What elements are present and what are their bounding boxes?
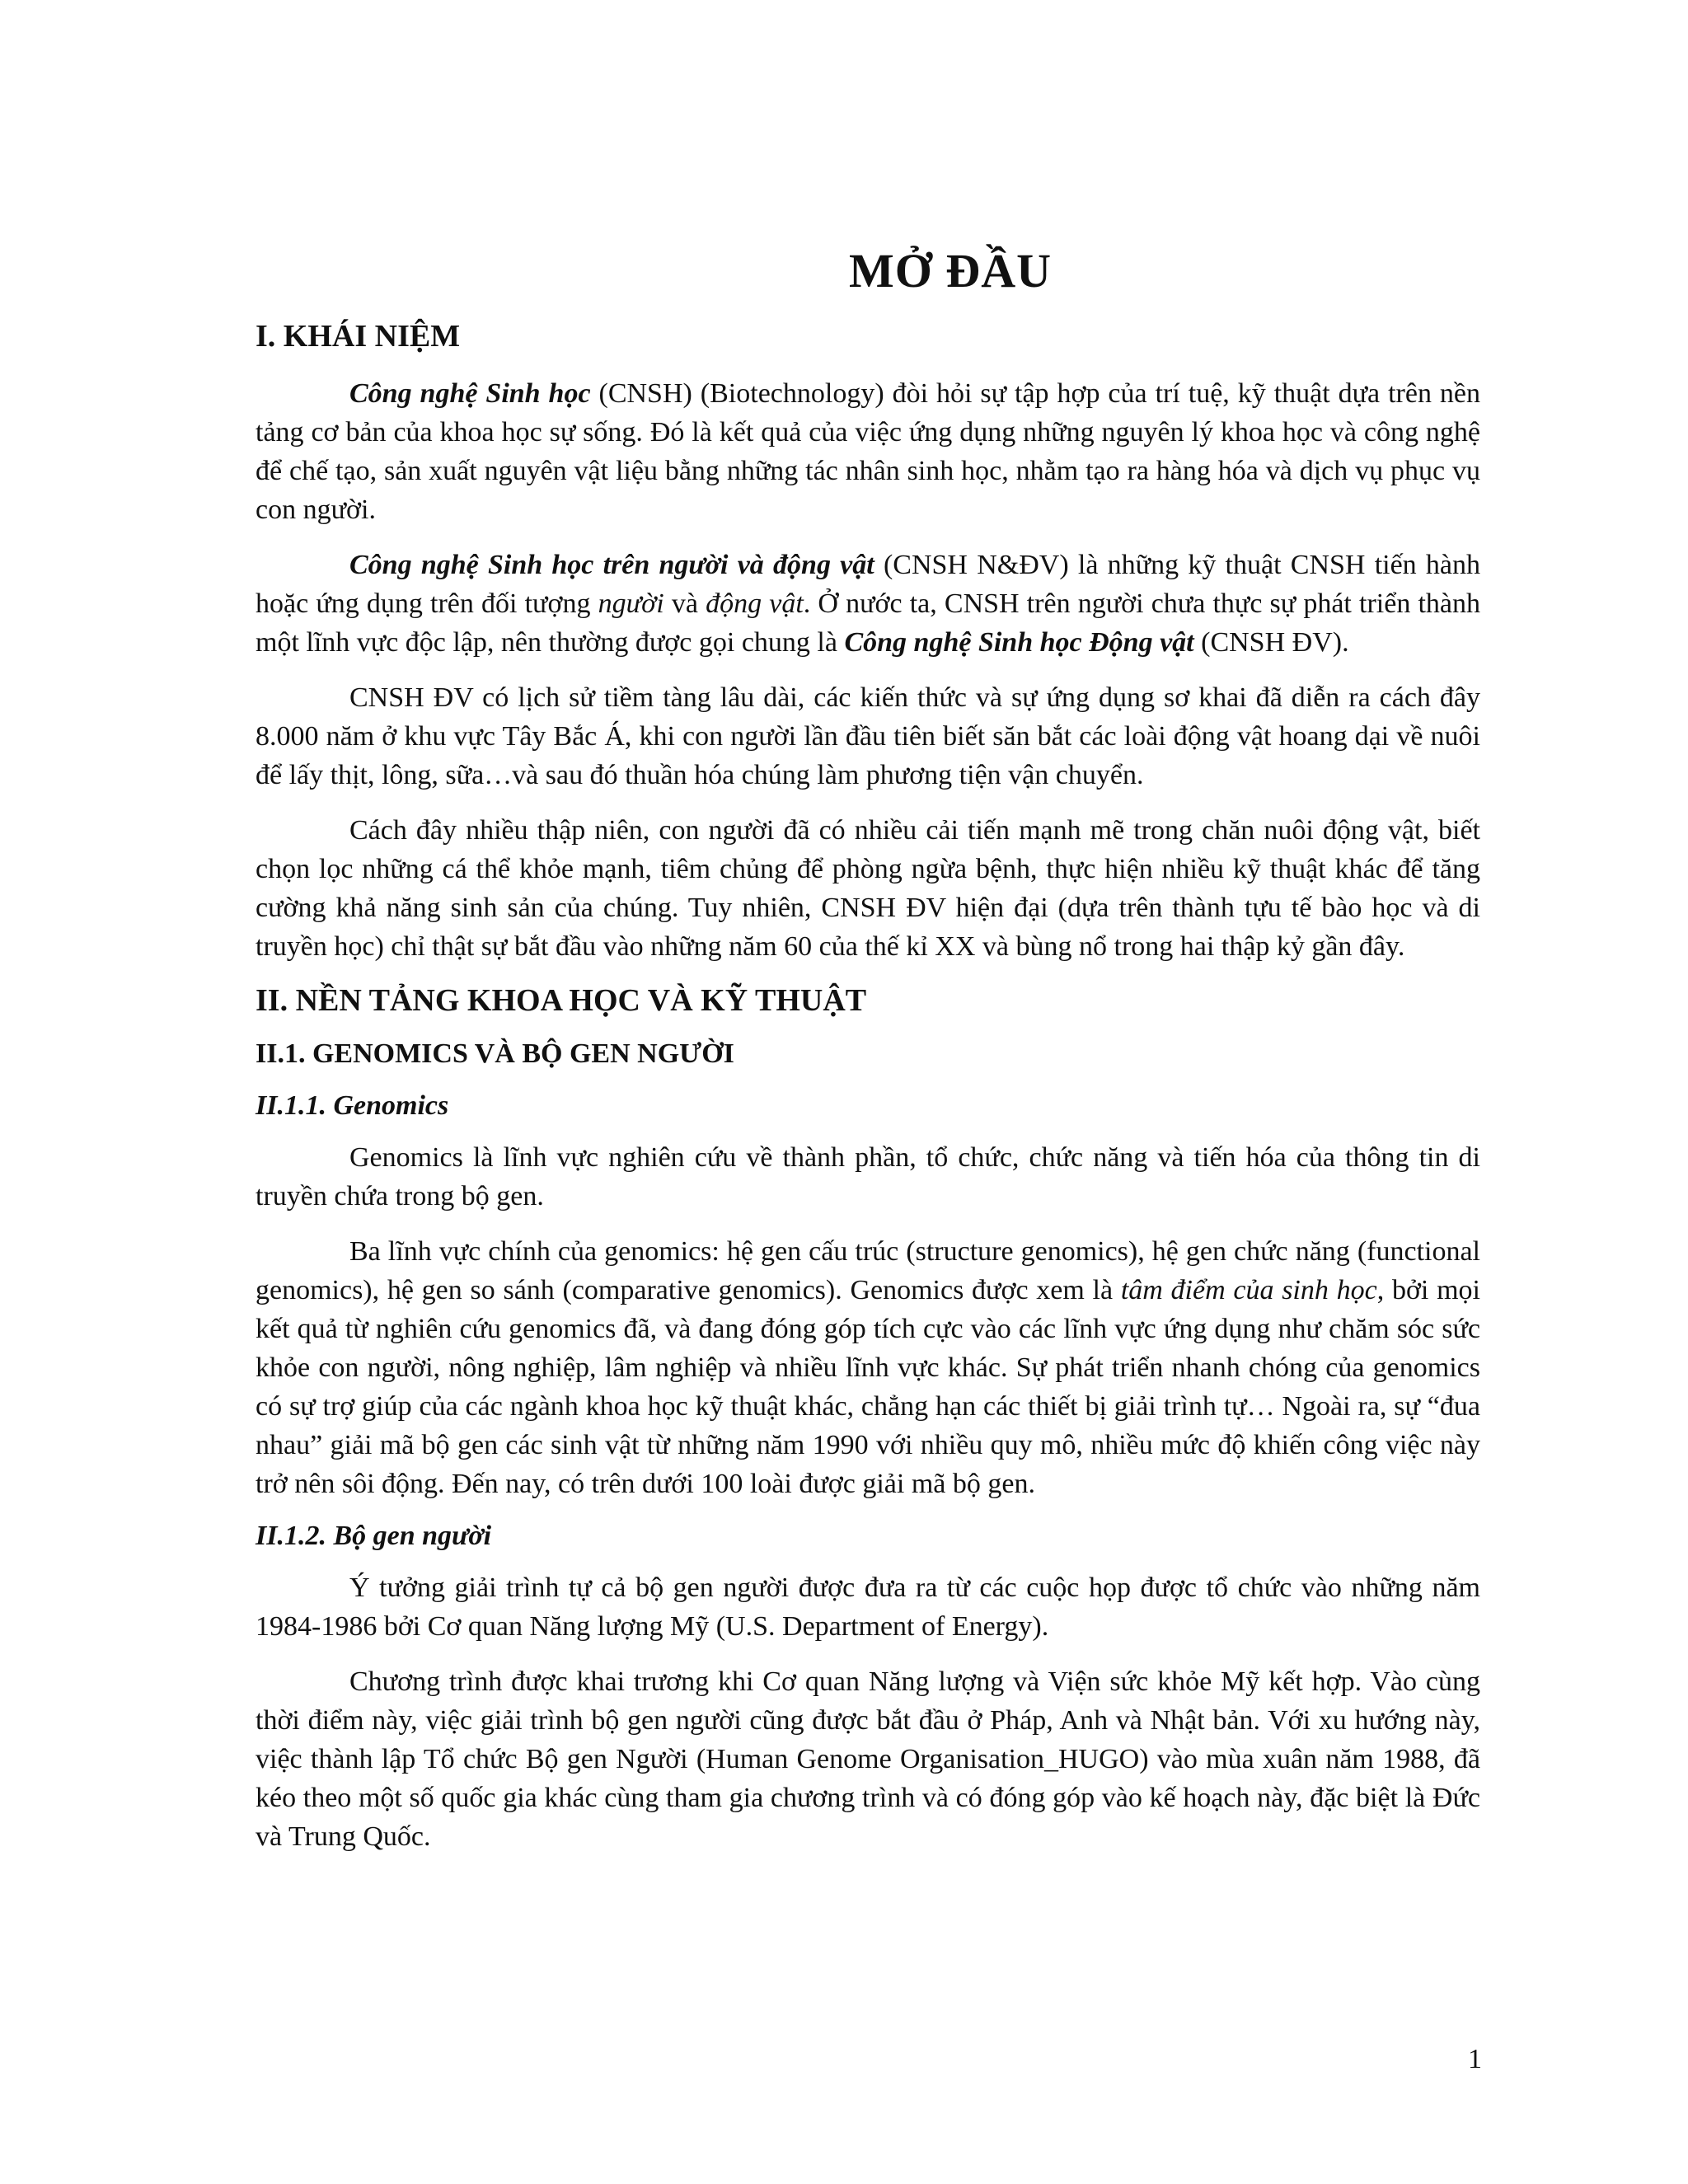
italic-animal: động vật — [706, 588, 804, 619]
paragraph-human-genome-program: Chương trình được khai trương khi Cơ quan Năng lượng và Viện sức khỏe Mỹ kết hợp. Vào cùng thời điểm này, việc giải trình bộ gen người cũng được bắt đầu ở Pháp, Anh và Nhật bản. Với xu hướng này, việc thành lập Tổ chức Bộ gen Người (Human Genome Organisation_HUGO) vào mùa xuân năm 1988, đã kéo theo một số quốc gia khác cùng tham gia chương trình và có đóng góp vào kế hoạch này, đặc biệt là Đức và Trung Quốc. — [256, 1666, 1480, 1852]
document-title: MỞ ĐẦU — [848, 244, 1052, 298]
paragraph-human-genome-idea: Ý tưởng giải trình tự cả bộ gen người được đưa ra từ các cuộc họp được tổ chức vào những năm 1984-1986 bởi Cơ quan Năng lượng Mỹ (U.S. Department of Energy). — [256, 1572, 1480, 1642]
paragraph-text: Ba lĩnh vực chính của genomics: hệ gen cấu trúc (structure genomics), hệ gen chức năng (functional genomics), hệ gen so sánh (comparative genomics). Genomics được xem là — [256, 1235, 1480, 1305]
paragraph-text: (CNSH N&ĐV) là những kỹ thuật CNSH tiến hành hoặc ứng dụng trên đối tượng — [256, 549, 1480, 619]
section-heading-concept: I. KHÁI NIỆM — [256, 319, 461, 354]
paragraph-text: và — [663, 588, 706, 619]
italic-center-of-biology: tâm điểm của sinh học — [1120, 1274, 1377, 1305]
subsection-heading-genomics: II.1. GENOMICS VÀ BỘ GEN NGƯỜI — [256, 1038, 734, 1070]
paragraph-text: . Ở nước ta, CNSH trên người chưa thực sự phát triển thành một lĩnh vực độc lập, nên thường được gọi chung là — [256, 588, 1480, 658]
page-number: 1 — [1468, 2044, 1482, 2074]
italic-human: người — [598, 588, 664, 619]
paragraph-biotech-definition — [256, 374, 1480, 529]
paragraph-text: (CNSH ĐV). — [1193, 626, 1349, 658]
term-human-animal-biotech: Công nghệ Sinh học trên người và động vật — [349, 549, 874, 580]
paragraph-text: (CNSH) (Biotechnology) đòi hỏi sự tập hợp của trí tuệ, kỹ thuật dựa trên nền tảng cơ bản của khoa học sự sống. Đó là kết quả của việc ứng dụng những nguyên lý khoa học và công nghệ để chế tạo, sản xuất nguyên vật liệu bằng những tác nhân sinh học, nhằm tạo ra hàng hóa và dịch vụ phục vụ con người. — [256, 377, 1481, 525]
term-biotech: Công nghệ Sinh học — [349, 377, 591, 409]
paragraph-genomics-fields — [256, 1232, 1480, 1503]
subsubsection-heading-human-genome: II.1.2. Bộ gen người — [256, 1520, 492, 1551]
document-page — [256, 244, 1481, 1872]
paragraph-human-animal-biotech — [256, 546, 1480, 662]
subsubsection-heading-genomics: II.1.1. Genomics — [256, 1090, 449, 1121]
paragraph-genomics-definition: Genomics là lĩnh vực nghiên cứu về thành phần, tổ chức, chức năng và tiến hóa của thông tin di truyền chứa trong bộ gen. — [256, 1141, 1480, 1212]
paragraph-history: CNSH ĐV có lịch sử tiềm tàng lâu dài, các kiến thức và sự ứng dụng sơ khai đã diễn ra cách đây 8.000 năm ở khu vực Tây Bắc Á, khi con người lần đầu tiên biết săn bắt các loài động vật hoang dại về nuôi để lấy thịt, lông, sữa…và sau đó thuần hóa chúng làm phương tiện vận chuyển. — [256, 682, 1480, 790]
section-heading-foundations: II. NỀN TẢNG KHOA HỌC VÀ KỸ THUẬT — [256, 982, 867, 1018]
term-animal-biotech: Công nghệ Sinh học Động vật — [844, 626, 1194, 658]
paragraph-modern-biotech: Cách đây nhiều thập niên, con người đã có nhiều cải tiến mạnh mẽ trong chăn nuôi động vật, biết chọn lọc những cá thể khỏe mạnh, tiêm chủng để phòng ngừa bệnh, thực hiện nhiều kỹ thuật khác để tăng cường khả năng sinh sản của chúng. Tuy nhiên, CNSH ĐV hiện đại (dựa trên thành tựu tế bào học và di truyền học) chỉ thật sự bắt đầu vào những năm 60 của thế kỉ XX và bùng nổ trong hai thập kỷ gần đây. — [256, 814, 1480, 962]
paragraph-text: , bởi mọi kết quả từ nghiên cứu genomics đã, và đang đóng góp tích cực vào các lĩnh vực ứng dụng như chăm sóc sức khỏe con người, nông nghiệp, lâm nghiệp và nhiều lĩnh vực khác. Sự phát triển nhanh chóng của genomics có sự trợ giúp của các ngành khoa học kỹ thuật khác, chẳng hạn các thiết bị giải trình tự… Ngoài ra, sự “đua nhau” giải mã bộ gen các sinh vật từ những năm 1990 với nhiều quy mô, nhiều mức độ khiến công việc này trở nên sôi động. Đến nay, có trên dưới 100 loài được giải mã bộ gen. — [256, 1274, 1481, 1499]
